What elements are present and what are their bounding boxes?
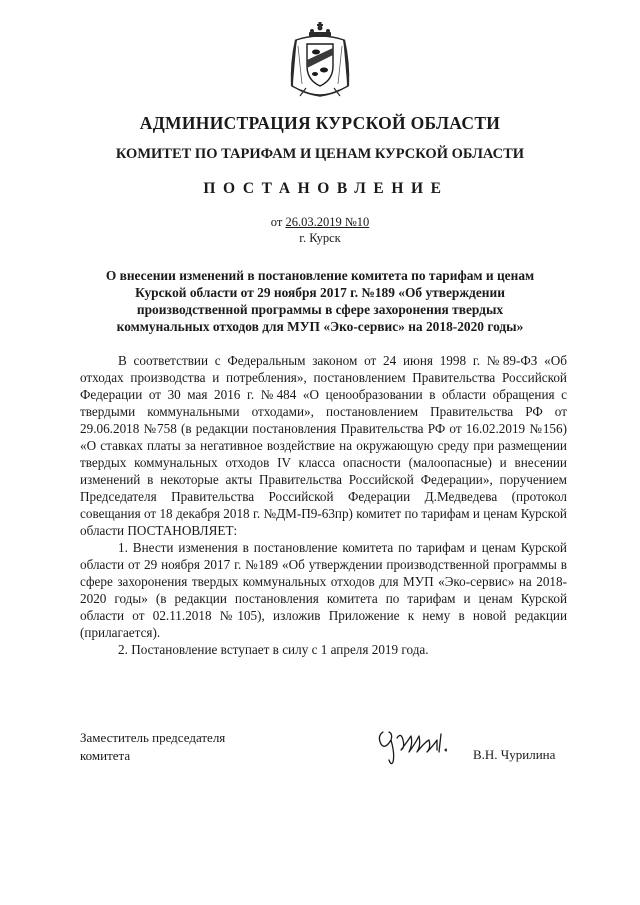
signatory-position — [80, 729, 225, 765]
item-2-paragraph: 2. Постановление вступает в силу с 1 апреля 2019 года. — [118, 642, 429, 657]
signatory-name: В.Н. Чурилина — [473, 747, 556, 762]
document-body — [80, 352, 567, 658]
document-subject: О внесении изменений в постановление комитета по тарифам и ценам Курской области от 29 ноября 2017 г. №189 «Об утверждении производственной программы в сфере захоронения твердых коммунальных отходов для МУП «Эко-сервис» на 2018-2020 годы» — [105, 268, 535, 334]
handwritten-signature-icon — [375, 722, 457, 768]
coat-of-arms-icon — [286, 22, 354, 100]
document-date-number — [0, 215, 640, 230]
administration-title: АДМИНИСТРАЦИЯ КУРСКОЙ ОБЛАСТИ — [139, 113, 501, 133]
position-line-1: Заместитель председателя — [80, 730, 226, 745]
date-prefix: от — [270, 215, 283, 229]
committee-title: КОМИТЕТ ПО ТАРИФАМ И ЦЕНАМ КУРСКОЙ ОБЛАСТИ — [115, 146, 525, 162]
document-type-heading: ПОСТАНОВЛЕНИЕ — [203, 180, 449, 197]
item-1-paragraph: 1. Внести изменения в постановление комитета по тарифам и ценам Курской области от 29 ноября 2017 г. №189 «Об утверждении производственной программы в сфере захоронения твердых коммунальных отходов для МУП «Эко-сервис» на 2018-2020 годы» (в редакции постановления комитета по тарифам и ценам Курской области от 02.11.2018 №105), изложив Приложение к нему в новой редакции (прилагается). — [80, 540, 567, 640]
preamble-paragraph: В соответствии с Федеральным законом от 24 июня 1998 г. №89-ФЗ «Об отходах производства и потребления», постановлением Правительства Российской Федерации от 30 мая 2016 г. №484 «О ценообразовании в области обращения с твердыми коммунальными отходами», постановлением Правительства РФ от 29.06.2018 №758 (в редакции постановления Правительства РФ от 16.02.2019 №156) «О ставках платы за негативное воздействие на окружающую среду при размещении твердых коммунальных отходов IV класса опасности (малоопасные) и внесении изменений в некоторые акты Правительства Российской Федерации», поручением Председателя Правительства Российской Федерации Д.Медведева (протокол совещания от 18 декабря 2018 г. №ДМ-П9-63пр) комитет по тарифам и ценам Курской области ПОСТАНОВЛЯЕТ: — [80, 353, 567, 538]
date-number: 26.03.2019 №10 — [285, 215, 370, 229]
position-line-2: комитета — [80, 748, 131, 763]
document-city: г. Курск — [299, 231, 341, 245]
